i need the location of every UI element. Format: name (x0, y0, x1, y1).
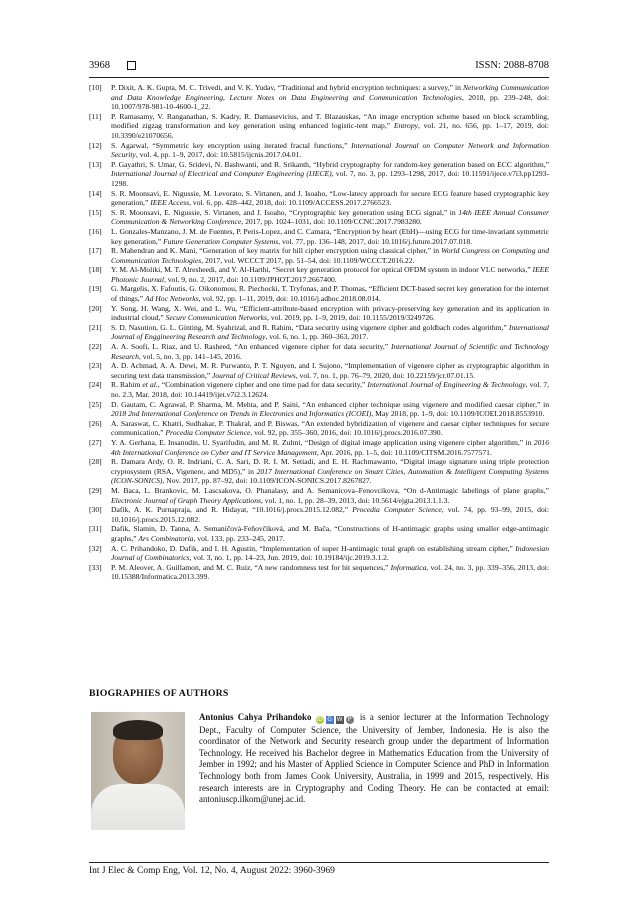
reference-item (89, 563, 549, 582)
reference-number: [24] (89, 380, 102, 390)
reference-item (89, 419, 549, 438)
reference-item (89, 457, 549, 486)
reference-text: R. Rahim et al., “Combination vigenere cipher and one time pad for data security,” International Journal of Engineering & Technology, vol. 7, no. 2.3, Mar. 2018, doi: 10.14419/ijet.v7i2.3.12624. (111, 380, 549, 399)
author-photo (91, 712, 185, 830)
reference-text: A. D. Achmad, A. A. Dewi, M. R. Purwanto, P. T. Nguyen, and I. Sujono, “Implementation of vigenere cipher as cryptographic algorithm in securing text data transmission,” Journal of Critical Reviews, vol. 7, no. 1, pp. 76–79, 2020, doi: 10.22159/jcr.07.01.15. (111, 361, 549, 380)
page-header (89, 60, 549, 76)
reference-number: [27] (89, 437, 102, 447)
reference-item (89, 227, 549, 246)
reference-number: [11] (89, 111, 102, 121)
header-divider (89, 77, 549, 78)
reference-number: [10] (89, 83, 102, 92)
reference-number: [16] (89, 226, 102, 236)
reference-text: Dafik, Slamin, D. Tanna, A. Semaničová-Feňovčíková, and M. Bača, “Constructions of H-antimagic graphs using smaller edge-antimagic graphs,” Ars Combinatoria, vol. 133, pp. 233–245, 2017. (111, 524, 549, 543)
reference-number: [31] (89, 524, 102, 534)
reference-item (89, 400, 549, 419)
reference-text: Y. A. Gerhana, E. Insanudin, U. Syarifudin, and M. R. Zulmi, “Design of digital image application using vigenere cipher algorithm,” in 2016 4th International Conference on Cyber and IT Service Management, Apr. 2016, pp. 1–5, doi: 10.1109/CITSM.2016.7577571. (111, 437, 549, 457)
reference-number: [23] (89, 361, 102, 371)
scholar-icon[interactable]: G (327, 716, 332, 723)
reference-text: Dafik, A. K. Purnapraja, and R. Hidayat, “10.1016/j.procs.2015.12.082,” Procedia Computer Science, vol. 74, pp. 93–99, 2015, doi: 10.1016/j.procs.2015.12.082. (111, 505, 549, 524)
reference-item (89, 524, 549, 543)
reference-item (89, 304, 549, 323)
reference-text: S. D. Nasution, G. L. Ginting, M. Syahrizal, and R. Rahim, “Data security using vigenere cipher and goldbach codes algorithm,” International Journal of Enggineering Research and Technology, vol. 6, no. 1, pp. 360–363, 2017. (111, 322, 549, 342)
author-profile-icons (316, 713, 356, 725)
author-biography (199, 712, 549, 806)
reference-number: [15] (89, 207, 102, 217)
biography-text: is a senior lecturer at the Information Technology Dept., Faculty of Computer Science, the University of Jember, Indonesia. He is also the coordinator of the Network and Security research group under the department of Information Technology. He received his Bachelor degree in Mathematics Education from the University of Jember in 1992; and his Master of Applied Science in Computer Science and PhD in Information Technology both from James Cook University, Australia, in 1999 and 2015, respectively. His research interests are in Cryptography and Coding Theory. He can be contacted at email: antoniuscp.ilkom@unej.ac.id. (199, 712, 549, 805)
reference-item (89, 83, 549, 112)
reference-number: [21] (89, 322, 102, 332)
reference-text: D. Gautam, C. Agrawal, P. Sharma, M. Mehta, and P. Saini, “An enhanced cipher technique using vigenere and modified caesar cipher,” in 2018 2nd International Conference on Trends in Electronics and Informatics (ICOEI), May 2018, pp. 1–9, doi: 10.1109/ICOEI.2018.8553910. (111, 399, 549, 419)
reference-text: A. C. Prihandoko, D. Dafik, and I. H. Agustin, “Implementation of super H-antimagic total graph on establishing stream cipher,” Indonesian Journal of Combinatorics, vol. 3, no. 1, pp. 14–23, Jun. 2019, doi: 10.19184/ijc.2019.3.1.2. (111, 543, 549, 563)
reference-text: S. Agarwal, “Symmetric key encryption using iterated fractal functions,” International Journal on Computer Network and Information Security, vol. 4, pp. 1–9, 2017, doi: 10.5815/ijcnis.2017.04.01. (111, 140, 549, 160)
scopus-icon[interactable]: P (346, 716, 354, 724)
reference-text: P. Dixit, A. K. Gupta, M. C. Trivedi, and V. K. Yudav, “Traditional and hybrid encryption techniques: a survey,” in Networking Communication and Data Knowledge Engineering, Lecture Notes on Data Engineering and Communication Technologies, 2018, pp. 239–248, doi: 10.1007/978-981-10-4600-1_22. (111, 83, 549, 112)
reference-number: [32] (89, 543, 102, 553)
reference-number: [20] (89, 303, 102, 313)
reference-item (89, 544, 549, 563)
reference-item (89, 189, 549, 208)
reference-text: S. R. Moonsavi, E. Nigussie, S. Virtanen, and J. Isoaho, “Cryptographic key generation using ECG signal,” in 14th IEEE Annual Consumer Communication & Networking Conference, 2017, pp. 1024–1031, doi: 10.1109/CCNC.2017.7983280. (111, 207, 549, 227)
reference-item (89, 438, 549, 457)
page-footer: Int J Elec & Comp Eng, Vol. 12, No. 4, August 2022: 3960-3969 (89, 866, 335, 876)
reference-number: [17] (89, 246, 102, 256)
reference-number: [22] (89, 342, 102, 352)
reference-number: [30] (89, 505, 102, 515)
reference-text: Y. M. Al-Moliki, M. T. Alresheedi, and Y. Al-Harthi, “Secret key generation protocol for optical OFDM system in indoor VLC networks,” IEEE Photonic Journal, vol. 9, no. 2, 2017, doi: 10.1109/JPHOT.2017.2667400. (111, 265, 549, 284)
reference-number: [28] (89, 457, 102, 467)
reference-item (89, 342, 549, 361)
page-number: 3968 (89, 60, 110, 71)
reference-text: R. Mahendran and K. Mani, “Generation of key matrix for hill cipher encryption using classical cipher,” in World Congress on Computing and Communication Technologies, 2017, vol. WCCCT 2017, pp. 51–54, doi: 10.1109/WCCCT.2016.22. (111, 246, 550, 265)
reference-number: [26] (89, 418, 102, 428)
issn: ISSN: 2088-8708 (475, 60, 549, 71)
reference-text: A. Saraswat, C. Khatri, Sudhakar, P. Thakral, and P. Biswas, “An extended hybridization of vigenere and caesar cipher techniques for secure communication,” Procedia Computer Science, vol. 92, pp. 355–360, 2016, doi: 10.1016/j.procs.2016.07.390. (111, 418, 549, 438)
reference-item (89, 160, 549, 189)
reference-item (89, 246, 549, 265)
reference-text: L. Gonzales-Manzano, J. M. de Fuentes, P. Peris-Lopez, and C. Camara, “Encryption by heart (EbH)—using ECG for time-invariant symmetric key generation,” Future Generation Computer Systems, vol. 77, pp. 136–148, 2017, doi: 10.1016/j.future.2017.07.018. (111, 226, 549, 246)
reference-number: [13] (89, 159, 102, 169)
reference-item (89, 380, 549, 399)
reference-text: P. M. Aleover, A. Guillamon, and M. C. Ruiz, “A new randomness test for bit sequences,” Informatica, vol. 24, no. 3, pp. 339–356, 2013, doi: 10.15388/Informatica.2013.399. (111, 562, 549, 582)
reference-item (89, 361, 549, 380)
reference-number: [14] (89, 188, 102, 198)
reference-item (89, 505, 549, 524)
reference-number: [19] (89, 284, 102, 294)
reference-text: G. Margelis, X. Fafoutis, G. Oikonomou, R. Piechocki, T. Tryfonas, and P. Thomas, “Efficient DCT-based secret key generation for the internet of things,” Ad Hoc Networks, vol. 92, pp. 1–11, 2019, doi: 10.1016/j.adhoc.2018.08.014. (111, 284, 549, 304)
reference-text: A. A. Soofi, L. Riaz, and U. Rasheed, “An enhanced vigenere cipher for data security,” International Journal of Scientific and Technology Research, vol. 5, no. 3, pp. 141–145, 2016. (111, 342, 549, 361)
reference-number: [29] (89, 485, 102, 495)
reference-number: [18] (89, 265, 102, 275)
reference-list (89, 83, 549, 582)
footer-divider (89, 862, 549, 863)
reference-text: P. Gayathri, S. Umar, G. Sridevi, N. Bashwanti, and R. Srikanth, “Hybrid cryptography for random-key generation based on ECC algorithm,” International Journal of Electrical and Computer Engineering (IJECE), vol. 7, no. 3, pp. 1293–1298, 2017, doi: 10.11591/ijece.v7i3.pp1293-1298. (111, 159, 549, 188)
reference-text: R. Damara Ardy, O. R. Indriani, C. A. Sari, D. R. I. M. Setiadi, and E. H. Rachmawanto, “Digital image signature using triple protection cryptosystem (RSA, Vigenere, and MD5),” in 2017 International Conference on Smart Cities, Automation & Intelligent Computing Systems (ICON-SONICS), Nov. 2017, pp. 87–92, doi: 10.1109/ICON-SONICS.2017.8267827. (111, 457, 549, 486)
biographies-heading: BIOGRAPHIES OF AUTHORS (89, 688, 229, 699)
web-of-science-icon[interactable]: W (336, 716, 343, 723)
reference-text: S. R. Moonsavi, E. Nigussie, M. Levorato, S. Virtanen, and J. Isoaho, “Low-latecy approach for secure ECG feature based cryptographic key generation,” IEEE Access, vol. 6, pp. 428–442, 2018, doi: 10.1109/ACCESS.2017.2766523. (111, 188, 549, 208)
reference-text: Y. Song, H. Wang, X. Wei, and L. Wu, “Efficient-attribute-based encryption with privacy-preserving key generation and its application in industrial cloud,” Secure Communication Networks, vol. 2019, pp. 1–9, 2019, doi: 10.1155/2019/3249726. (111, 303, 549, 323)
reference-number: [33] (89, 562, 102, 572)
reference-item (89, 486, 549, 505)
reference-item (89, 141, 549, 160)
reference-item (89, 323, 549, 342)
reference-number: [12] (89, 140, 102, 150)
reference-item (89, 265, 549, 284)
reference-item (89, 284, 549, 303)
reference-text: P. Ramasamy, V. Ranganathan, S. Kadry, R. Damasevicius, and T. Blazauskas, “An image encryption scheme based on block scrambling, modified zigzag transformation and key generation using enhanced logistic-tent map,” Entropy, vol. 21, no. 656, pp. 1–17, 2019, doi: 10.3390/e21070656. (111, 111, 549, 140)
reference-item (89, 208, 549, 227)
orcid-icon[interactable]: iD (316, 716, 323, 723)
reference-number: [25] (89, 399, 102, 409)
reference-text: M. Baca, L. Brankovic, M. Lascsakova, O. Phanalasy, and A. Semanicova–Fenovcikova, “On d-Antimagic labelings of plane graphs,” Electronic Journal of Graph Theory Applications, vol. 1, no. 1, pp. 28–39, 2013, doi: 10.5614/ejgta.2013.1.1.3. (111, 485, 549, 505)
reference-item (89, 112, 549, 141)
author-name: Antonius Cahya Prihandoko (199, 712, 312, 722)
square-icon (127, 61, 136, 70)
